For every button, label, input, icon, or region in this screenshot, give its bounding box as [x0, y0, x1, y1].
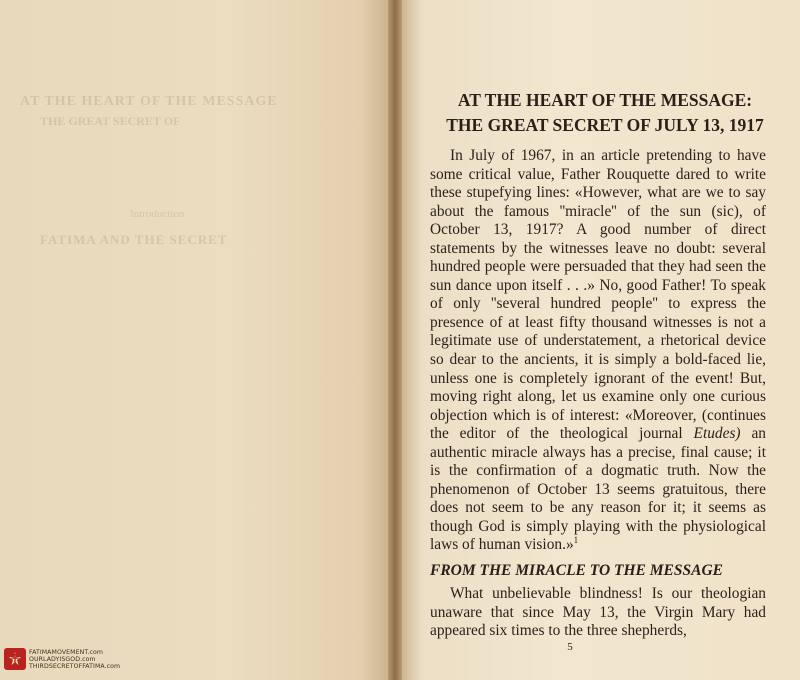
watermark-line1[interactable]: FATIMAMOVEMENT.com	[29, 648, 104, 656]
show-through-line2: THE GREAT SECRET OF	[40, 114, 181, 128]
footnote-marker: 1	[573, 535, 579, 546]
page-number: 5	[567, 641, 573, 653]
paragraph-1	[430, 147, 766, 555]
paragraph-1-part1: In July of 1967, in an article pretending to have some critical value, Father Rouquette dared to write these stupefying lines: «However, what are we to say about the famous ''miracle'' of the sun (sic), of October 13, 1917? A good number of direct statements by the witnesses leave no doubt: several hundred people were persuaded that they had seen the sun dance upon itself . . .» No, good Father! To speak of only ''several hundred people'' to express the presence of at least fifty thousand witnesses is not a legitimate use of understatement, a rhetorical device so dear to the ancients, it is simply a bold-faced lie, unless one is completely ignorant of the event! But, moving right along, let us examine only one curious objection which is of interest: «Moreover, (continues the editor of the theological journal	[430, 147, 766, 443]
paragraph-2: What unbelievable blindness! Is our theologian unaware that since May 13, the Virgin Mary had appeared six times to the three shepherds,	[430, 585, 766, 640]
chapter-heading-line2: THE GREAT SECRET OF JULY 13, 1917	[446, 115, 764, 135]
book-gutter	[388, 0, 402, 680]
left-page	[0, 0, 392, 680]
show-through-line1: AT THE HEART OF THE MESSAGE	[20, 94, 278, 109]
show-through-line3: Introduction	[130, 208, 185, 220]
show-through-line4: FATIMA AND THE SECRET	[40, 232, 228, 247]
section-subheading: FROM THE MIRACLE TO THE MESSAGE	[430, 562, 724, 579]
paragraph-1-part2: an authentic miracle always has a precise, final cause; it is the confirmation of a dogmatic truth. Now the phenomenon of October 13 seems gratuitous, there does not seem to be any reason for it; it seems as though God is simply playing with the physiological laws of human vision.»	[430, 425, 766, 554]
watermark-line2[interactable]: OURLADYISGOD.com	[29, 655, 96, 663]
fatima-logo-icon	[4, 648, 26, 670]
chapter-heading-line1: AT THE HEART OF THE MESSAGE:	[457, 90, 753, 110]
watermark-line3[interactable]: THIRDSECRETOFFATIMA.com	[29, 662, 121, 670]
watermark	[4, 648, 120, 670]
paragraph-1-italic: Etudes)	[693, 425, 741, 443]
